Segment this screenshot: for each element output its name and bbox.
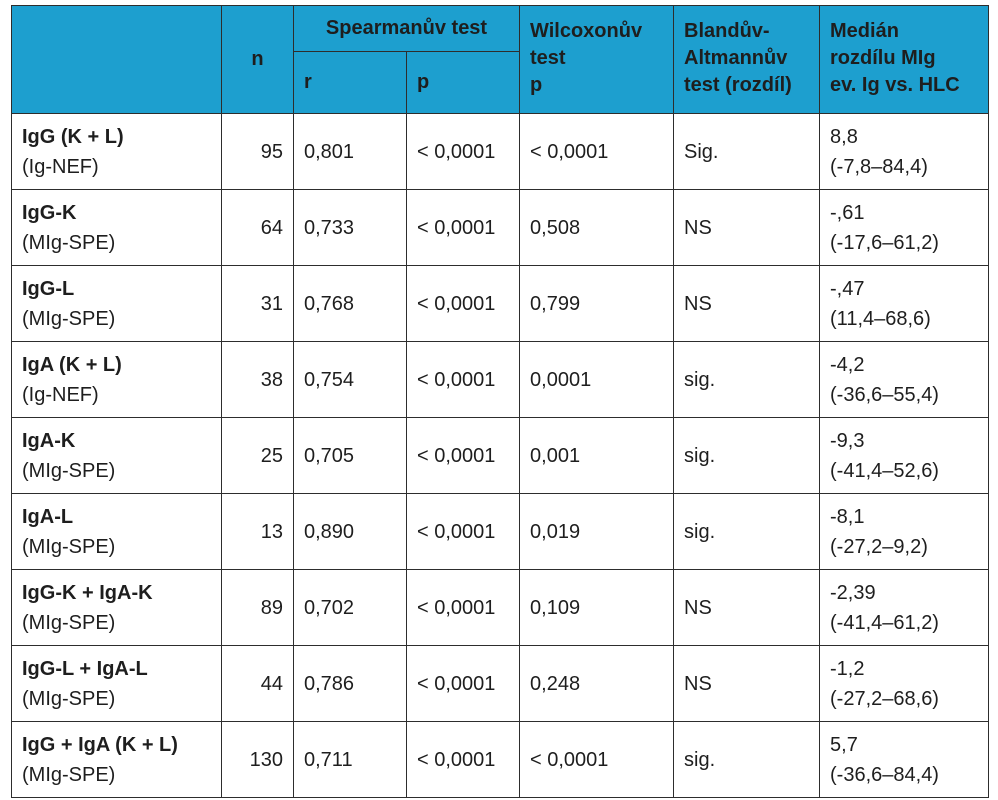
row-sublabel: (MIg-SPE) [22, 611, 116, 634]
cell-n [222, 266, 294, 342]
cell-median [820, 418, 989, 494]
cell-median [820, 722, 989, 798]
value-median: -8,1 [830, 505, 865, 528]
value-p: < 0,0001 [417, 292, 496, 315]
value-wilcoxon-p: 0,799 [530, 292, 581, 315]
header-median-line2: rozdílu MIg [830, 47, 936, 69]
value-wilcoxon-p: 0,248 [530, 672, 581, 695]
header-bland-line3: test (rozdíl) [684, 74, 792, 96]
row-sublabel: (MIg-SPE) [22, 459, 116, 482]
cell-n [222, 646, 294, 722]
table-row [12, 722, 989, 798]
value-bland-altman: sig. [684, 368, 716, 391]
value-wilcoxon-p: 0,109 [530, 596, 581, 619]
cell-p [407, 722, 520, 798]
row-label-cell [12, 722, 222, 798]
value-r: 0,768 [304, 292, 355, 315]
value-p: < 0,0001 [417, 672, 496, 695]
cell-median [820, 494, 989, 570]
value-p: < 0,0001 [417, 140, 496, 163]
value-p: < 0,0001 [417, 596, 496, 619]
cell-median [820, 570, 989, 646]
row-label: IgG-L + IgA-L [22, 657, 148, 680]
value-r: 0,711 [304, 748, 353, 771]
value-wilcoxon-p: < 0,0001 [530, 140, 609, 163]
row-label: IgA (K + L) [22, 353, 122, 376]
table-row [12, 342, 989, 418]
cell-median [820, 342, 989, 418]
row-sublabel: (MIg-SPE) [22, 763, 116, 786]
value-bland-altman: NS [684, 292, 712, 315]
row-sublabel: (Ig-NEF) [22, 155, 99, 178]
header-median-line1: Medián [830, 20, 899, 42]
value-median: -,61 [830, 201, 865, 224]
row-label-cell [12, 570, 222, 646]
value-median-range: (-36,6–55,4) [830, 383, 939, 406]
header-n: n [222, 6, 294, 114]
cell-r [294, 266, 407, 342]
header-wilcoxon [520, 6, 674, 114]
value-bland-altman: NS [684, 596, 712, 619]
cell-median [820, 646, 989, 722]
value-wilcoxon-p: < 0,0001 [530, 748, 609, 771]
table-row [12, 114, 989, 190]
header-wilcoxon-line3: p [530, 74, 543, 96]
value-wilcoxon-p: 0,0001 [530, 368, 592, 391]
value-median: -2,39 [830, 581, 876, 604]
cell-bland-altman [674, 114, 820, 190]
table-row [12, 646, 989, 722]
value-r: 0,786 [304, 672, 355, 695]
cell-r [294, 190, 407, 266]
row-label: IgG-L [22, 277, 75, 300]
cell-p [407, 570, 520, 646]
row-sublabel: (MIg-SPE) [22, 307, 116, 330]
value-median-range: (-36,6–84,4) [830, 763, 939, 786]
header-spearman: Spearmanův test [294, 6, 520, 52]
cell-n [222, 342, 294, 418]
value-p: < 0,0001 [417, 520, 496, 543]
cell-r [294, 342, 407, 418]
cell-r [294, 722, 407, 798]
cell-wilcoxon-p [520, 494, 674, 570]
header-bland-altman [674, 6, 820, 114]
cell-p [407, 266, 520, 342]
cell-n [222, 722, 294, 798]
row-label-cell [12, 494, 222, 570]
cell-median [820, 114, 989, 190]
value-bland-altman: Sig. [684, 140, 719, 163]
row-label-cell [12, 646, 222, 722]
cell-p [407, 342, 520, 418]
value-n: 64 [260, 216, 283, 239]
value-median: 5,7 [830, 733, 858, 756]
value-n: 130 [249, 748, 283, 771]
value-median: 8,8 [830, 125, 858, 148]
value-r: 0,702 [304, 596, 355, 619]
row-label-cell [12, 418, 222, 494]
cell-wilcoxon-p [520, 570, 674, 646]
row-sublabel: (MIg-SPE) [22, 687, 116, 710]
value-r: 0,705 [304, 444, 355, 467]
row-label: IgG-K + IgA-K [22, 581, 153, 604]
table-row [12, 266, 989, 342]
cell-wilcoxon-p [520, 722, 674, 798]
value-median-range: (-41,4–61,2) [830, 611, 939, 634]
value-n: 38 [260, 368, 283, 391]
value-p: < 0,0001 [417, 748, 496, 771]
cell-wilcoxon-p [520, 114, 674, 190]
cell-p [407, 494, 520, 570]
row-sublabel: (MIg-SPE) [22, 231, 116, 254]
cell-n [222, 418, 294, 494]
cell-p [407, 190, 520, 266]
cell-bland-altman [674, 342, 820, 418]
cell-bland-altman [674, 266, 820, 342]
row-label: IgA-K [22, 429, 76, 452]
value-r: 0,733 [304, 216, 355, 239]
value-bland-altman: sig. [684, 444, 716, 467]
statistics-table [11, 5, 989, 798]
header-bland-line1: Blandův- [684, 20, 770, 42]
table-row [12, 494, 989, 570]
header-wilcoxon-line2: test [530, 47, 566, 69]
value-p: < 0,0001 [417, 216, 496, 239]
row-label-cell [12, 266, 222, 342]
header-bland-line2: Altmannův [684, 47, 788, 69]
value-r: 0,754 [304, 368, 355, 391]
value-p: < 0,0001 [417, 444, 496, 467]
value-r: 0,890 [304, 520, 355, 543]
table-row [12, 190, 989, 266]
cell-bland-altman [674, 722, 820, 798]
value-wilcoxon-p: 0,001 [530, 444, 581, 467]
table-header [12, 6, 989, 114]
cell-wilcoxon-p [520, 418, 674, 494]
table-row [12, 570, 989, 646]
header-empty-cell [12, 6, 222, 114]
value-n: 44 [260, 672, 283, 695]
value-wilcoxon-p: 0,508 [530, 216, 581, 239]
row-label: IgG (K + L) [22, 125, 124, 148]
row-label: IgG + IgA (K + L) [22, 733, 178, 756]
value-p: < 0,0001 [417, 368, 496, 391]
value-r: 0,801 [304, 140, 355, 163]
row-sublabel: (MIg-SPE) [22, 535, 116, 558]
cell-wilcoxon-p [520, 190, 674, 266]
row-label: IgG-K [22, 201, 77, 224]
cell-p [407, 646, 520, 722]
cell-r [294, 570, 407, 646]
cell-median [820, 266, 989, 342]
table-row [12, 418, 989, 494]
cell-p [407, 418, 520, 494]
row-label-cell [12, 114, 222, 190]
value-n: 13 [260, 520, 283, 543]
value-median: -4,2 [830, 353, 865, 376]
cell-n [222, 494, 294, 570]
row-label-cell [12, 190, 222, 266]
value-bland-altman: NS [684, 216, 712, 239]
cell-wilcoxon-p [520, 342, 674, 418]
value-n: 89 [260, 596, 283, 619]
cell-bland-altman [674, 570, 820, 646]
value-median: -1,2 [830, 657, 865, 680]
value-n: 31 [260, 292, 283, 315]
cell-bland-altman [674, 190, 820, 266]
value-bland-altman: NS [684, 672, 712, 695]
cell-n [222, 114, 294, 190]
value-wilcoxon-p: 0,019 [530, 520, 581, 543]
cell-n [222, 190, 294, 266]
header-median [820, 6, 989, 114]
value-median-range: (11,4–68,6) [830, 307, 931, 330]
cell-median [820, 190, 989, 266]
value-median-range: (-17,6–61,2) [830, 231, 939, 254]
value-median-range: (-27,2–68,6) [830, 687, 939, 710]
cell-n [222, 570, 294, 646]
value-n: 25 [260, 444, 283, 467]
cell-p [407, 114, 520, 190]
cell-bland-altman [674, 418, 820, 494]
cell-wilcoxon-p [520, 646, 674, 722]
value-bland-altman: sig. [684, 748, 716, 771]
row-label: IgA-L [22, 505, 74, 528]
header-wilcoxon-line1: Wilcoxonův [530, 20, 643, 42]
value-median-range: (-41,4–52,6) [830, 459, 939, 482]
value-n: 95 [260, 140, 283, 163]
row-sublabel: (Ig-NEF) [22, 383, 99, 406]
cell-wilcoxon-p [520, 266, 674, 342]
value-median-range: (-27,2–9,2) [830, 535, 928, 558]
value-median: -,47 [830, 277, 865, 300]
value-median-range: (-7,8–84,4) [830, 155, 928, 178]
header-p: p [407, 52, 520, 114]
value-median: -9,3 [830, 429, 865, 452]
cell-r [294, 418, 407, 494]
table-body [12, 114, 989, 798]
row-label-cell [12, 342, 222, 418]
cell-r [294, 114, 407, 190]
value-bland-altman: sig. [684, 520, 716, 543]
header-median-line3: ev. Ig vs. HLC [830, 74, 960, 96]
header-r: r [294, 52, 407, 114]
cell-bland-altman [674, 646, 820, 722]
cell-r [294, 494, 407, 570]
cell-r [294, 646, 407, 722]
cell-bland-altman [674, 494, 820, 570]
